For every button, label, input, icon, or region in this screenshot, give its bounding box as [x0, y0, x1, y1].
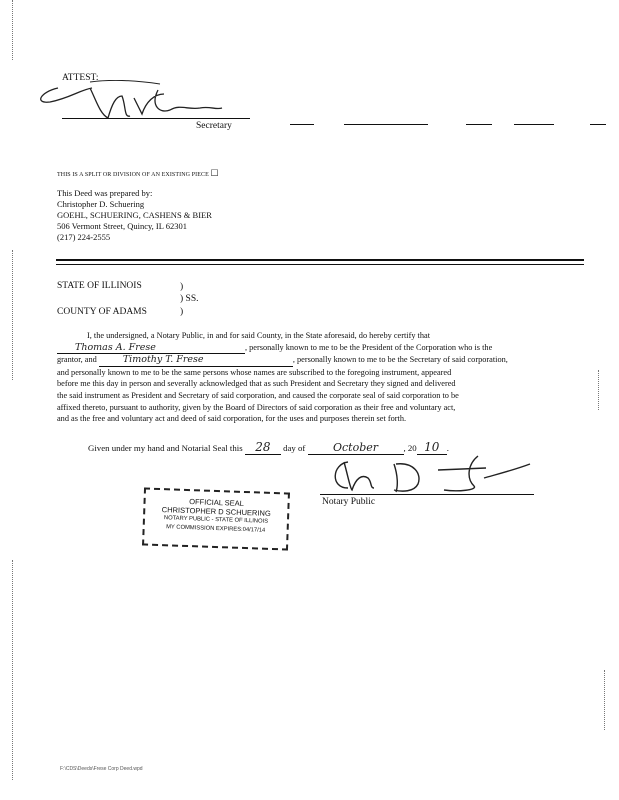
- stamp-line-3: NOTARY PUBLIC - STATE OF ILLINOIS: [163, 515, 269, 525]
- body-line-8: and as the free and voluntary act and deed of said corporation, for the uses and purposes therein set forth.: [57, 414, 407, 424]
- body-line-4: and personally known to me to be the same persons whose names are subscribed to the foregoing instrument, appeared: [57, 367, 452, 377]
- right-margin-dots-2: [604, 670, 605, 730]
- split-notice: [57, 168, 219, 179]
- body-line-5: before me this day in person and severally acknowledged that as such President and Secretary they signed and delivered: [57, 379, 456, 389]
- venue-county: COUNTY OF ADAMS: [57, 307, 147, 317]
- notary-signature-line: [320, 494, 534, 495]
- margin-dots-mid: [12, 250, 13, 380]
- body-line-6: the said instrument as President and Secretary of said corporation, and caused the corporate seal of said corporation to be: [57, 390, 459, 400]
- preparer-block: [57, 188, 212, 243]
- dash-2: [344, 124, 428, 125]
- preparer-phone: (217) 224-2555: [57, 232, 111, 242]
- dash-3: [466, 124, 492, 125]
- split-notice-text: THIS IS A SPLIT OR DIVISION OF AN EXISTING PIECE: [57, 172, 209, 178]
- body-line-3-start: grantor, and: [57, 355, 97, 365]
- given-text: Given under my hand and Notarial Seal this: [88, 443, 243, 453]
- notary-signature: [318, 448, 538, 496]
- separator-rule-top: [56, 259, 584, 261]
- body-line-3-end: , personally known to me to be the Secretary of said corporation,: [292, 355, 508, 365]
- attest-label: ATTEST:: [62, 73, 99, 83]
- stamp-line-4: MY COMMISSION EXPIRES:04/17/14: [166, 524, 266, 534]
- dash-1: [290, 124, 314, 125]
- official-seal-stamp: [142, 487, 290, 550]
- given-day: 28: [245, 440, 281, 455]
- given-year: 10: [417, 440, 447, 455]
- given-day-of: day of: [283, 443, 306, 453]
- venue-brace-3: ): [180, 307, 184, 317]
- stamp-line-1: OFFICIAL SEAL: [189, 497, 245, 508]
- dash-5: [590, 124, 606, 125]
- footer-file-path: F:\CDS\Deeds\Frese Corp Deed.wpd: [60, 766, 143, 772]
- preparer-firm: GOEHL, SCHUERING, CASHENS & BIER: [57, 210, 212, 220]
- body-line-1: I, the undersigned, a Notary Public, in and for said County, in the State aforesaid, do hereby certify that: [87, 331, 430, 340]
- notary-signature-scribble: [318, 448, 538, 496]
- venue-brace-1: ): [180, 282, 184, 292]
- given-month: October: [308, 441, 404, 455]
- attest-role: Secretary: [196, 121, 232, 131]
- president-name: Thomas A. Frese: [57, 342, 245, 355]
- body-line-7: affixed thereto, pursuant to authority, given by the Board of Directors of said corporation as their free and voluntary act,: [57, 402, 456, 412]
- stamp-line-2: CHRISTOPHER D SCHUERING: [161, 505, 271, 518]
- venue-state: STATE OF ILLINOIS: [57, 281, 142, 291]
- secretary-name: Timothy T. Frese: [99, 354, 293, 367]
- attest-signature-line: [62, 118, 250, 119]
- preparer-name: Christopher D. Schuering: [57, 199, 145, 209]
- right-margin-dots: [598, 370, 599, 410]
- notary-label: Notary Public: [322, 497, 376, 507]
- venue-ss: ) SS.: [180, 294, 199, 304]
- margin-dots-top: [12, 0, 13, 60]
- preparer-address: 506 Vermont Street, Quincy, IL 62301: [57, 221, 187, 231]
- given-end: .: [446, 443, 449, 453]
- separator-rule-bottom: [56, 264, 584, 265]
- preparer-intro: This Deed was prepared by:: [57, 188, 153, 198]
- acknowledgment-paragraph: [57, 330, 597, 425]
- given-year-prefix: , 20: [403, 443, 417, 453]
- split-notice-checkbox[interactable]: ☐: [210, 168, 219, 178]
- margin-dots-bottom: [12, 560, 13, 780]
- body-line-2: , personally known to me to be the President of the Corporation who is the: [245, 342, 493, 352]
- dash-4: [514, 124, 554, 125]
